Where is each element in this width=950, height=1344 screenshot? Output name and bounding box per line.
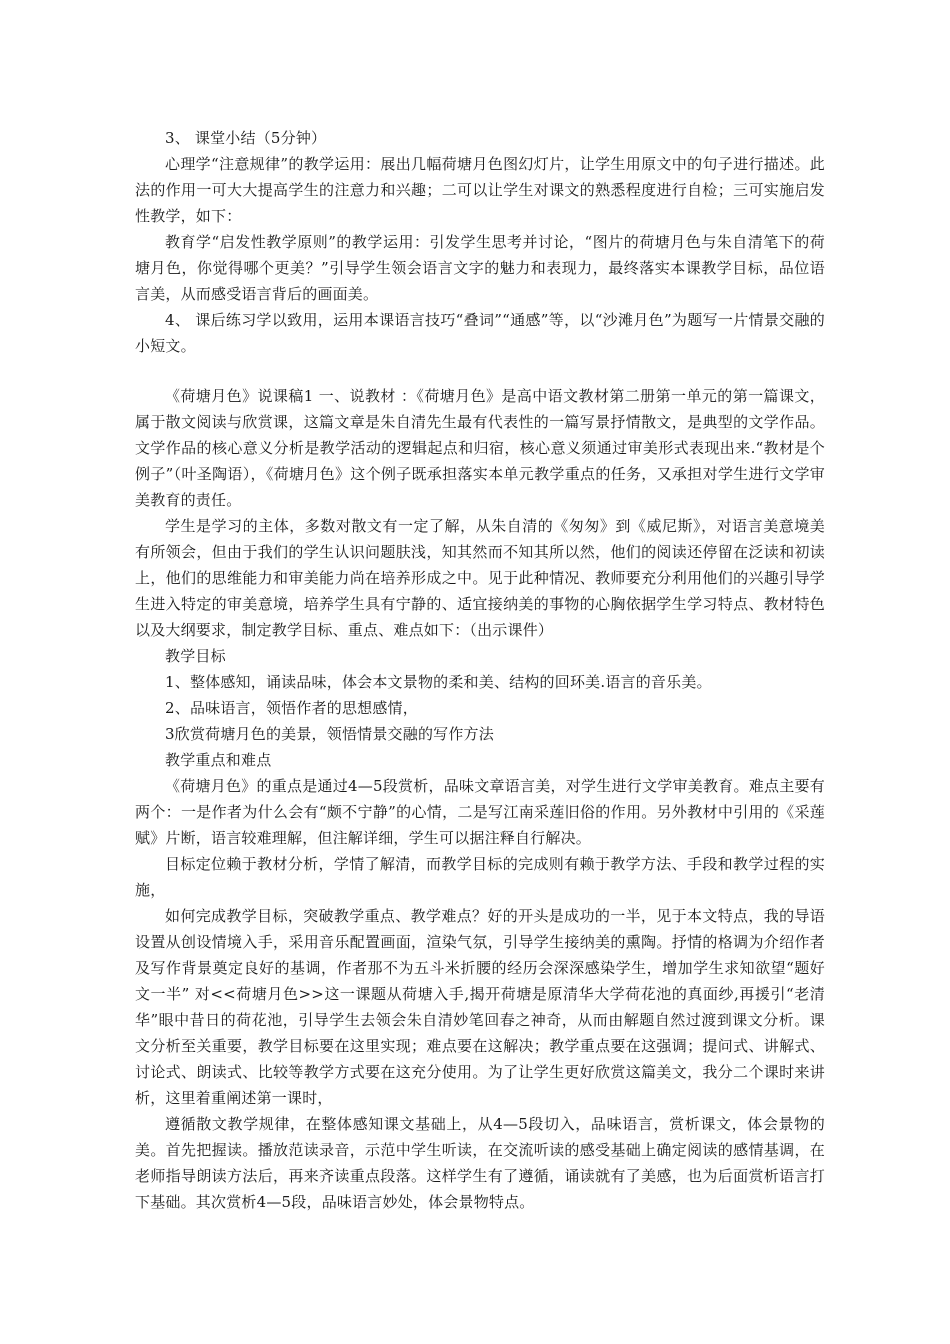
section-heading-summary: 3、 课堂小结（5分钟） (165, 129, 327, 147)
paragraph: 学生是学习的主体，多数对散文有一定了解，从朱自清的《匆匆》到《威尼斯》，对语言美意境美有所领会，但由于我们的学生认识问题肤浅，知其然而不知其所以然，他们的阅读还停留在泛读和初读上，他们的思维能力和审美能力尚在培养形成之中。见于此种情况、教师要充分利用他们的兴趣引导学生进入特定的审美意境，培养学生具有宁静的、适宜接纳美的事物的心胸依据学生学习特点、教材特色以及大纲要求，制定教学目标、重点、难点如下：（出示课件） (135, 517, 825, 639)
paragraph: 4、 课后练习学以致用，运用本课语言技巧“叠词”“通感”等，以“沙滩月色”为题写一片情景交融的小短文。 (135, 311, 825, 355)
section-heading-goals: 教学目标 (165, 647, 226, 665)
paragraph: 心理学“注意规律”的教学运用：展出几幅荷塘月色图幻灯片，让学生用原文中的句子进行描述。此法的作用一可大大提高学生的注意力和兴趣；二可以让学生对课文的熟悉程度进行自检；三可实施启发性教学，如下： (135, 155, 825, 225)
list-item: 3欣赏荷塘月色的美景，领悟情景交融的写作方法 (165, 725, 494, 743)
paragraph: 目标定位赖于教材分析，学情了解清，而教学目标的完成则有赖于教学方法、手段和教学过程的实施， (135, 855, 825, 899)
paragraph-spacer (135, 359, 825, 383)
list-item: 1、整体感知，诵读品味，体会本文景物的柔和美、结构的回环美.语言的音乐美。 (165, 673, 712, 691)
paragraph: 《荷塘月色》的重点是通过4—5段赏析，品味文章语言美，对学生进行文学审美教育。难点主要有两个：一是作者为什么会有“颇不宁静”的心情，二是写江南采莲旧俗的作用。另外教材中引用的《采莲赋》片断，语言较难理解，但注解详细，学生可以据注释自行解决。 (135, 777, 825, 847)
section-heading-key-points: 教学重点和难点 (165, 751, 272, 769)
list-item: 2、品味语言，领悟作者的思想感情， (165, 699, 418, 717)
paragraph: 如何完成教学目标，突破教学重点、教学难点？好的开头是成功的一半，见于本文特点，我的导语设置从创设情境入手，采用音乐配置画面，渲染气氛，引导学生接纳美的熏陶。抒情的格调为介绍作者及写作背景奠定良好的基调，作者那不为五斗米折腰的经历会深深感染学生，增加学生求知欲望“题好文一半” 对<<荷塘月色>>这一课题从荷塘入手,揭开荷塘是原清华大学荷花池的真面纱,再援引“老清华”眼中昔日的荷花池，引导学生去领会朱自清妙笔回春之神奇，从而由解题自然过渡到课文分析。课文分析至关重要，教学目标要在这里实现；难点要在这解决；教学重点要在这强调；提问式、讲解式、讨论式、朗读式、比较等教学方式要在这充分使用。为了让学生更好欣赏这篇美文，我分二个课时来讲析，这里着重阐述第一课时， (135, 907, 825, 1107)
paragraph: 教育学“启发性教学原则”的教学运用：引发学生思考并讨论，“图片的荷塘月色与朱自清笔下的荷塘月色，你觉得哪个更美？”引导学生领会语言文字的魅力和表现力，最终落实本课教学目标，品位语言美，从而感受语言背后的画面美。 (135, 233, 825, 303)
document-body (135, 125, 825, 1215)
paragraph: 《荷塘月色》说课稿1 一、说教材 ：《荷塘月色》是高中语文教材第二册第一单元的第一篇课文，属于散文阅读与欣赏课，这篇文章是朱自清先生最有代表性的一篇写景抒情散文，是典型的文学作品。文学作品的核心意义分析是教学活动的逻辑起点和归宿，核心意义须通过审美形式表现出来.“教材是个例子”（叶圣陶语），《荷塘月色》这个例子既承担落实本单元教学重点的任务，又承担对学生进行文学审美教育的责任。 (135, 387, 825, 509)
paragraph: 遵循散文教学规律，在整体感知课文基础上，从4—5段切入，品味语言，赏析课文，体会景物的美。首先把握读。播放范读录音，示范中学生听读，在交流听读的感受基础上确定阅读的感情基调，在老师指导朗读方法后，再来齐读重点段落。这样学生有了遵循，诵读就有了美感，也为后面赏析语言打下基础。其次赏析4—5段，品味语言妙处，体会景物特点。 (135, 1115, 825, 1211)
